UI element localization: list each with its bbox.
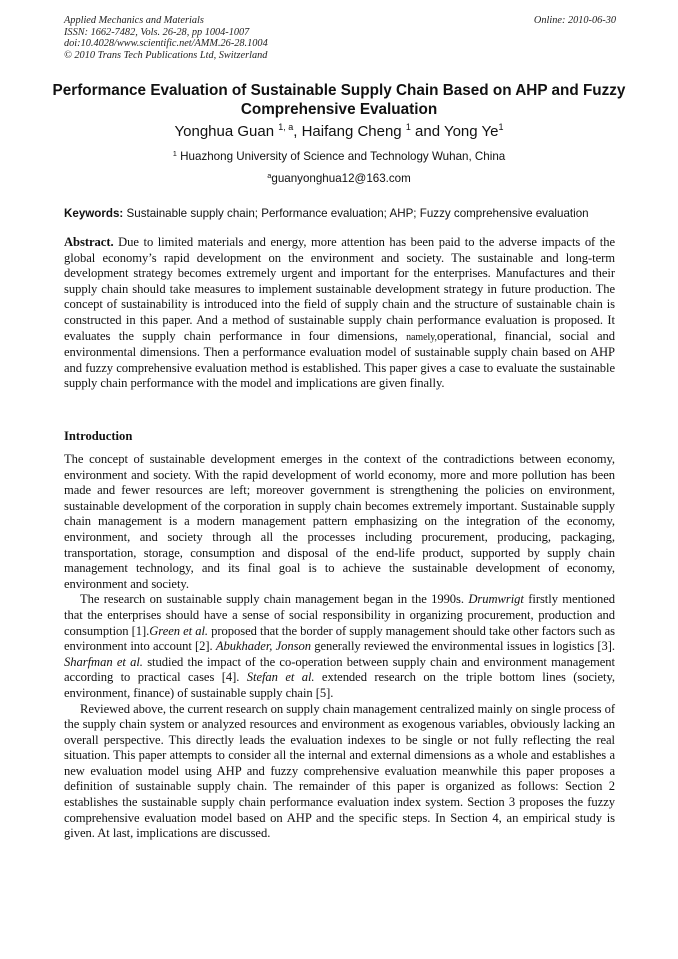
email-superscript: a [267,171,272,180]
affiliation-superscript: 1 [172,149,177,158]
section-heading: Introduction [64,429,133,443]
author-name: Haifang Cheng [301,123,402,140]
keywords-block [64,207,615,221]
cited-author: Drumwrigt [468,592,524,607]
intro-text-run: generally reviewed the environmental issues in logistics [3]. [311,639,615,654]
author-email [40,172,638,186]
affiliation [40,150,638,164]
author-superscript: 1, a [278,122,294,132]
author-separator: and [410,123,444,140]
paper-title: Performance Evaluation of Sustainable Supply Chain Based on AHP and Fuzzy Comprehensive Evaluation [52,82,626,118]
cited-author: Stefan et al. [246,670,315,685]
author-name: Yonghua Guan [174,123,275,140]
abstract-label: Abstract. [64,235,114,249]
copyright-line: © 2010 Trans Tech Publications Ltd, Switzerland [64,49,268,61]
keywords-text: Sustainable supply chain; Performance evaluation; AHP; Fuzzy comprehensive evaluation [126,207,589,220]
abstract-block [64,235,615,392]
abstract-namely: namely, [406,331,437,343]
author-separator: , [293,123,302,140]
intro-text-run: The research on sustainable supply chain management began in the 1990s. [80,592,469,607]
issn-line: ISSN: 1662-7482, Vols. 26-28, pp 1004-1007 [64,26,250,38]
cited-author: Green et al. [149,623,209,638]
intro-paragraph: Reviewed above, the current research on supply chain management centralized mainly on single process of the supply chain system or analyzed resources and environment as exogenous variables, obviously lacking an overall perspective. This directly leads the evaluation indexes to be single or not fully reflecting the real situation. This paper attempts to consider all the internal and external dimensions as a whole and establishes a new evaluation model using AHP and fuzzy comprehensive evaluation meanwhile this paper proposes a definition of sustainable supply chain. The remainder of this paper is organized as follows: Section 2 establishes the sustainable supply chain performance evaluation index system. Section 3 proposes the fuzzy comprehensive evaluation model based on AHP and the specific steps. In Section 4, an empirical study is given. At last, implications are discussed. [64,701,615,841]
journal-header [64,15,616,61]
intro-text-run: extended research on the triple bottom lines (society, environment, finance) of sustainable supply chain [5]. [64,670,615,700]
cited-author: Abukhader, Jonson [215,639,311,654]
author-superscript: 1 [405,122,411,132]
intro-text-run: proposed that the border of supply management should take other factors such as environment into account [2]. [64,623,615,654]
keywords-label: Keywords: [64,207,124,220]
affiliation-text: Huazhong University of Science and Technology Wuhan, China [180,150,506,163]
intro-paragraph [64,592,615,701]
email-text: guanyonghua12@163.com [271,172,411,185]
doi-line: doi:10.4028/www.scientific.net/AMM.26-28.1004 [64,38,268,50]
abstract-text: Due to limited materials and energy, more attention has been paid to the adverse impacts of the global economy’s rapid development on the environment and society. The sustainable and long-term development strategy becomes extremely urgent and important for the enterprises. Manufactures and their supply chain should take measures to implement sustainable development strategy in future production. The concept of sustainability is introduced into the field of supply chain and the structure of sustainable chain is constructed in this paper. And a method of sustainable supply chain performance evaluation is proposed. It evaluates the supply chain performance in four dimensions, [64,235,615,343]
author-superscript: 1 [498,122,504,132]
author-list [40,123,638,141]
abstract-text: operational, financial, social and environmental dimensions. Then a performance evaluation model of sustainable supply chain based on AHP and fuzzy comprehensive evaluation method is established. This paper gives a case to evaluate the sustainable supply chain performance with the model and implications are given finally. [64,328,615,391]
journal-name: Applied Mechanics and Materials [64,15,204,26]
intro-text-run: firstly mentioned that the enterprises should have a sense of social responsibility in organizing procurement, production and consumption [1]. [64,592,615,638]
intro-text-run: studied the impact of the co-operation between supply chain and environment management according to practical cases [4]. [64,654,615,685]
cited-author: Sharfman et al. [64,654,143,669]
author-name: Yong Ye [443,123,499,140]
intro-paragraph: The concept of sustainable development emerges in the context of the contradictions between economy, environment and society. With the rapid development of world economy, more and more pollution has been made and fewer resources are left; moreover government is strengthening the policies on environment, sustainable development of the corporation in supply chain becomes extremely important. Sustainable supply chain management is a modern management pattern emphasizing on the integration of the economy, environment, and society through all the processes including procurement, producing, packaging, transportation, storage, consumption and disposal of the end-life product, supported by supply chain management technology, and its final goal is to achieve the sustainable development of economy, environment and society. [64,452,615,591]
online-date: Online: 2010-06-30 [533,15,616,26]
introduction-body [64,452,615,842]
